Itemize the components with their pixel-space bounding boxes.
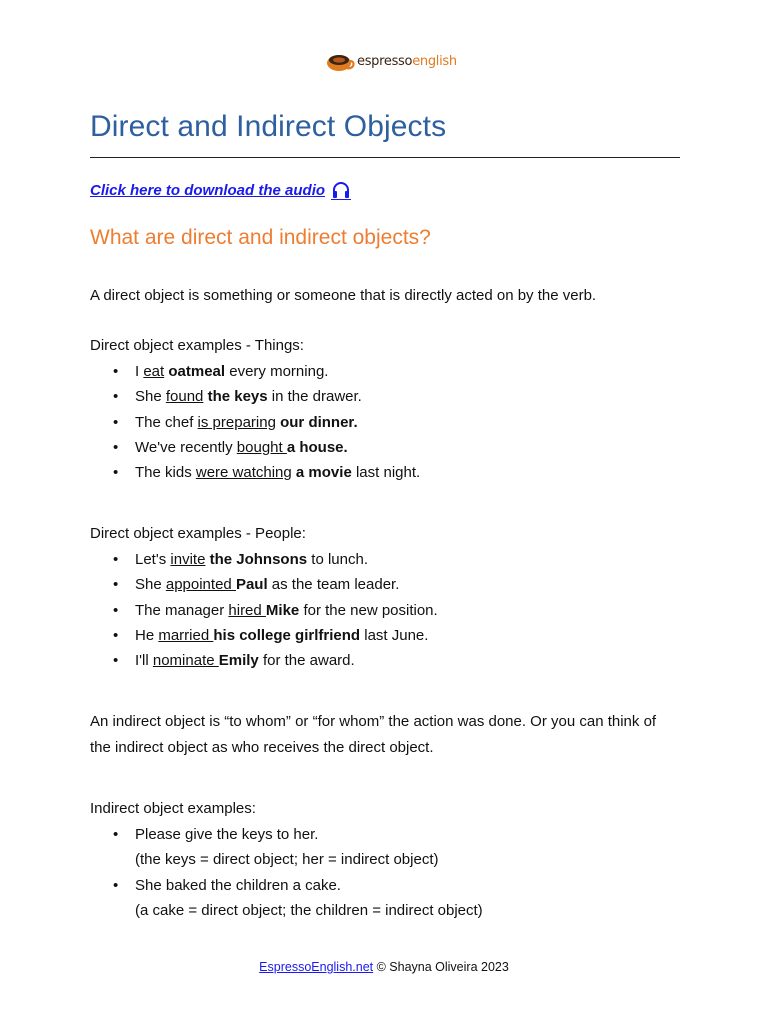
list-item: • The kids were watching a movie last night.: [90, 460, 420, 485]
verb: married: [158, 626, 214, 644]
page-title: Direct and Indirect Objects: [90, 110, 447, 143]
explanation: (the keys = direct object; her = indirect object): [135, 851, 439, 869]
verb: invite: [170, 551, 206, 568]
direct-object: a movie: [295, 464, 352, 482]
list-item: • The chef is preparing our dinner.: [90, 410, 420, 435]
direct-object: oatmeal: [168, 363, 226, 380]
intro-paragraph: A direct object is something or someone that is directly acted on by the verb.: [90, 287, 597, 304]
people-list: [90, 547, 438, 673]
things-list: [90, 359, 420, 485]
direct-object: our dinner.: [280, 413, 358, 431]
page-footer: [0, 960, 768, 974]
logo-wordmark: [357, 54, 457, 69]
download-audio-link[interactable]: [90, 180, 351, 200]
section-heading: What are direct and indirect objects?: [90, 226, 431, 249]
footer-copyright: © Shayna Oliveira 2023: [373, 960, 509, 974]
logo-word-espresso: espresso: [357, 53, 413, 69]
direct-object: the Johnsons: [209, 551, 308, 568]
list-item: • Please give the keys to her. (the keys = direct object; her = indirect object): [90, 822, 483, 873]
direct-object: the keys: [207, 388, 268, 406]
list-item: • The manager hired Mike for the new position.: [90, 598, 438, 623]
title-divider: [90, 157, 680, 158]
indirect-intro-paragraph: An indirect object is “to whom” or “for whom” the action was done. Or you can think of the indirect object as who receives the direct object.: [90, 713, 657, 756]
verb: found: [165, 388, 204, 406]
indirect-list: [90, 822, 483, 924]
verb: eat: [143, 363, 165, 380]
headphones-icon: [331, 180, 351, 200]
verb: appointed: [165, 576, 236, 594]
direct-object: Mike: [265, 601, 300, 619]
list-item: • Let's invite the Johnsons to lunch.: [90, 547, 438, 572]
list-item: • We've recently bought a house.: [90, 435, 420, 460]
list-item: • I'll nominate Emily for the award.: [90, 648, 438, 673]
direct-object: his college girlfriend: [213, 626, 361, 644]
footer-site-link[interactable]: EspressoEnglish.net: [259, 960, 374, 974]
verb: were watching: [195, 464, 292, 482]
list-item: • She baked the children a cake. (a cake = direct object; the children = indirect object): [90, 873, 483, 924]
explanation: (a cake = direct object; the children = indirect object): [135, 902, 483, 920]
direct-object: a house.: [286, 438, 348, 456]
verb: nominate: [152, 652, 219, 670]
list-item: • She found the keys in the drawer.: [90, 384, 420, 409]
espresso-english-logo: [325, 48, 457, 74]
list-item: • I eat oatmeal every morning.: [90, 359, 420, 384]
coffee-cup-icon: [325, 50, 355, 72]
list-item: • He married his college girlfriend last June.: [90, 623, 438, 648]
logo-word-english: english: [412, 53, 457, 69]
direct-object: Emily: [218, 652, 259, 670]
direct-object: Paul: [235, 576, 268, 594]
verb: bought: [236, 438, 287, 456]
verb: is preparing: [197, 413, 276, 431]
verb: hired: [228, 601, 266, 619]
list-item: • She appointed Paul as the team leader.: [90, 572, 438, 597]
things-heading: Direct object examples - Things:: [90, 337, 304, 354]
indirect-heading: Indirect object examples:: [90, 800, 256, 817]
download-audio-label: Click here to download the audio: [90, 181, 326, 199]
people-heading: Direct object examples - People:: [90, 525, 306, 542]
